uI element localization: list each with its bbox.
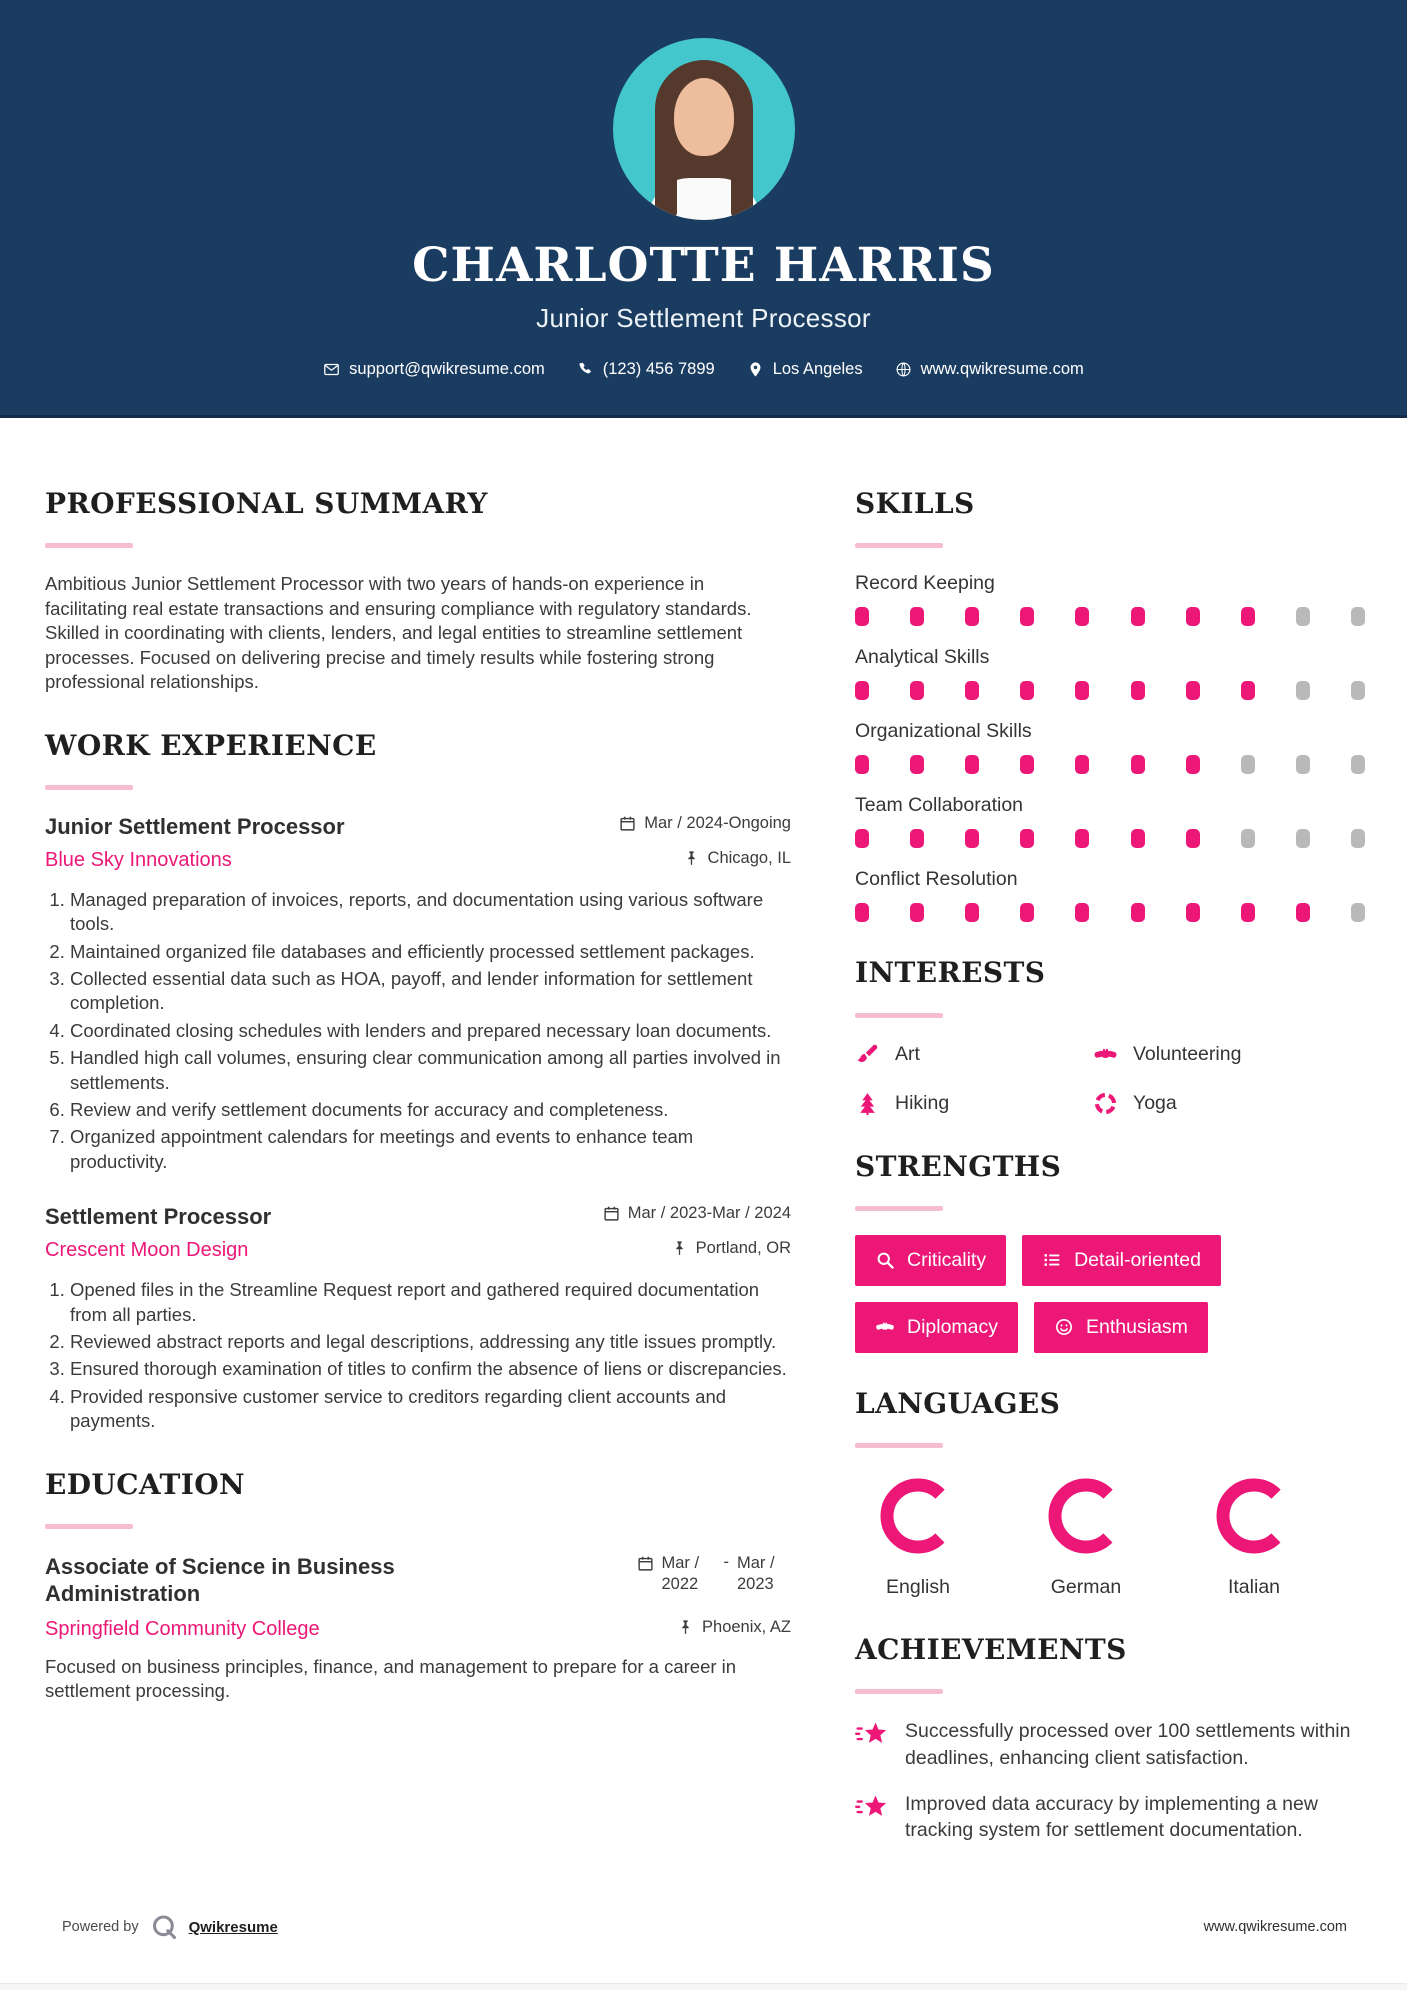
section-strengths [855, 1150, 1365, 1353]
language-label: English [886, 1576, 950, 1599]
skill-dot [1075, 607, 1089, 626]
skill-dots [855, 607, 1365, 626]
job-bullet: 3. Collected essential data such as HOA, payoff, and lender information for settlement completion. [70, 967, 791, 1016]
job-head-row [45, 1204, 791, 1230]
skill-dot [1351, 755, 1365, 774]
pushpin-icon [683, 850, 700, 867]
calendar-icon [619, 815, 636, 832]
job-bullet: 4. Coordinated closing schedules with lenders and prepared necessary loan documents. [70, 1019, 791, 1043]
language-level-ring [1210, 1472, 1298, 1560]
right-column [855, 464, 1365, 1878]
skill-dot [1351, 681, 1365, 700]
shooting-star-icon [855, 1791, 889, 1825]
skill-dot [1131, 755, 1145, 774]
shooting-star-icon [855, 1718, 889, 1752]
skill-dot [1020, 829, 1034, 848]
skill-dot [965, 607, 979, 626]
job-bullet: 5. Handled high call volumes, ensuring clear communication among all parties involved in settlements. [70, 1046, 791, 1095]
job-location-text: Portland, OR [695, 1239, 791, 1258]
job-entry [45, 1204, 791, 1433]
skill-dot [1075, 829, 1089, 848]
job-dates-text: Mar / 2024-Ongoing [644, 813, 791, 832]
calendar-icon [603, 1205, 620, 1222]
skill-dot [1241, 755, 1255, 774]
skill-dot [1296, 755, 1310, 774]
contact-text: support@qwikresume.com [349, 360, 545, 378]
job-title: Junior Settlement Processor [45, 813, 345, 839]
summary-text: Ambitious Junior Settlement Processor with two years of hands-on experience in facilitating real estate transactions and ensuring compliance with regulatory standards. Skilled in coordinating with clients, lenders, and legal entities to streamline settlement processes. Focused on delivering precise and timely results while fostering strong professional relationships. [45, 573, 752, 693]
skill-dot [910, 607, 924, 626]
job-bullet: 2. Maintained organized file databases and efficiently processed settlement packages. [70, 940, 791, 964]
skill-dots [855, 903, 1365, 922]
skill-name: Team Collaboration [855, 794, 1024, 817]
language-item [855, 1472, 981, 1599]
profile-photo [613, 38, 795, 220]
handshake-icon [1093, 1042, 1118, 1067]
skill-dot [1241, 681, 1255, 700]
job-dates [619, 814, 791, 833]
job-bullet-list [45, 888, 791, 1174]
section-professional-summary [45, 487, 791, 694]
section-skills [855, 487, 1365, 922]
section-heading: PROFESSIONAL SUMMARY [45, 487, 488, 521]
interest-item [855, 1091, 1093, 1116]
skill-dots [855, 681, 1365, 700]
skill-dot [1186, 755, 1200, 774]
skill-dot [1020, 755, 1034, 774]
language-level-ring [874, 1472, 962, 1560]
language-item [1191, 1472, 1317, 1599]
lifebuoy-icon [1093, 1091, 1118, 1116]
skill-dot [855, 755, 869, 774]
strength-label: Diplomacy [907, 1315, 999, 1338]
job-list [45, 814, 791, 1434]
job-location-text: Chicago, IL [707, 848, 791, 867]
header [0, 0, 1407, 418]
skill-dot [1241, 829, 1255, 848]
job-dates [603, 1204, 791, 1223]
education-dates [637, 1553, 792, 1594]
skill-dot [965, 903, 979, 922]
skill-dot [1186, 607, 1200, 626]
job-bullet: 6. Review and verify settlement documents for accuracy and completeness. [70, 1098, 791, 1122]
job-bullet: 2. Reviewed abstract reports and legal descriptions, addressing any title issues promptly. [70, 1330, 791, 1354]
skill-name: Record Keeping [855, 572, 995, 595]
company-name: Crescent Moon Design [45, 1239, 249, 1262]
job-sub-row [45, 1239, 791, 1262]
section-heading: STRENGTHS [855, 1149, 1062, 1183]
section-interests [855, 956, 1365, 1115]
skill-item [855, 720, 1365, 774]
job-sub-row [45, 849, 791, 872]
paintbrush-icon [855, 1042, 880, 1067]
skill-dot [1351, 607, 1365, 626]
interest-label: Yoga [1133, 1091, 1177, 1114]
heading-rule [855, 1013, 943, 1018]
heading-rule [855, 1443, 943, 1448]
strength-label: Enthusiasm [1086, 1315, 1188, 1338]
avatar-face [674, 78, 734, 156]
job-head-row [45, 814, 791, 840]
achievement-text: Improved data accuracy by implementing a new tracking system for settlement documentation. [905, 1793, 1318, 1842]
section-heading: SKILLS [855, 487, 975, 521]
skill-dot [910, 681, 924, 700]
education-date-separator: - [723, 1552, 729, 1571]
skill-dot [1296, 903, 1310, 922]
contact-item [747, 360, 863, 379]
skill-dot [1186, 903, 1200, 922]
contact-item [577, 360, 715, 379]
section-heading: INTERESTS [855, 956, 1046, 990]
skill-item [855, 794, 1365, 848]
skill-dot [1241, 903, 1255, 922]
skill-dot [1131, 829, 1145, 848]
skill-dot [910, 903, 924, 922]
job-bullet: 3. Ensured thorough examination of titles to confirm the absence of liens or discrepancies. [70, 1357, 791, 1381]
language-label: German [1050, 1576, 1122, 1599]
job-bullet: 4. Provided responsive customer service to creditors regarding client accounts and payments. [70, 1385, 791, 1434]
candidate-title: Junior Settlement Processor [536, 303, 871, 333]
interests-grid [855, 1042, 1365, 1116]
skills-list [855, 572, 1365, 922]
contact-text: www.qwikresume.com [920, 360, 1084, 378]
skill-dot [855, 903, 869, 922]
job-bullet-list [45, 1278, 791, 1433]
job-location [683, 849, 791, 868]
education-location-text: Phoenix, AZ [702, 1617, 791, 1636]
heading-rule [855, 1689, 943, 1694]
school-name: Springfield Community College [45, 1617, 320, 1640]
avatar-hair-right [731, 146, 753, 220]
left-column [45, 464, 791, 1738]
contact-item [895, 360, 1084, 379]
main-content [0, 418, 1407, 1895]
job-bullet: 1. Opened files in the Streamline Request report and gathered required documentation from all parties. [70, 1278, 791, 1327]
pushpin-icon [677, 1619, 694, 1636]
section-heading: LANGUAGES [855, 1386, 1061, 1420]
pushpin-icon [671, 1240, 688, 1257]
interest-item [855, 1042, 1093, 1067]
section-languages [855, 1387, 1365, 1599]
section-achievements [855, 1633, 1365, 1843]
envelope-icon [323, 361, 340, 378]
strength-label: Criticality [907, 1248, 987, 1271]
job-title: Settlement Processor [45, 1204, 272, 1230]
strengths-list [855, 1235, 1365, 1353]
skill-dot [1020, 681, 1034, 700]
skill-item [855, 646, 1365, 700]
languages-list [855, 1472, 1365, 1599]
calendar-icon [637, 1555, 654, 1572]
heading-rule [855, 1206, 943, 1211]
strength-badge [1034, 1302, 1208, 1353]
strength-badge [855, 1235, 1006, 1286]
bottom-strip [0, 1983, 1407, 1990]
interest-item [1093, 1042, 1365, 1067]
skill-name: Conflict Resolution [855, 868, 1018, 891]
education-entry [45, 1553, 791, 1608]
job-location [671, 1239, 791, 1258]
search-icon [875, 1250, 895, 1270]
skill-dots [855, 755, 1365, 774]
skill-dot [1351, 829, 1365, 848]
heading-rule [45, 543, 133, 548]
section-education [45, 1468, 791, 1704]
interest-label: Art [895, 1042, 920, 1065]
skill-item [855, 572, 1365, 626]
interest-item [1093, 1091, 1365, 1116]
avatar-hair-left [655, 146, 677, 220]
handshake-icon [875, 1317, 895, 1337]
strength-label: Detail-oriented [1074, 1248, 1201, 1271]
education-location [677, 1618, 791, 1641]
skill-dot [1241, 607, 1255, 626]
education-subrow [45, 1618, 791, 1641]
contact-item [323, 360, 545, 379]
contact-text: (123) 456 7899 [602, 360, 715, 378]
strength-badge [1022, 1235, 1221, 1286]
section-heading: ACHIEVEMENTS [855, 1633, 1127, 1667]
skill-item [855, 868, 1365, 922]
pin-icon [747, 361, 764, 378]
skill-dot [965, 829, 979, 848]
candidate-name: CHARLOTTE HARRIS [412, 238, 995, 293]
powered-by [62, 1913, 278, 1941]
contact-text: Los Angeles [772, 360, 863, 378]
education-description: Focused on business principles, finance, and management to prepare for a career in settlement processing. [45, 1655, 737, 1702]
language-level-ring [1042, 1472, 1130, 1560]
heading-rule [855, 543, 943, 548]
achievement-text: Successfully processed over 100 settlements within deadlines, enhancing client satisfaction. [905, 1720, 1351, 1769]
strength-badge [855, 1302, 1018, 1353]
skill-dot [1075, 755, 1089, 774]
skill-dot [1351, 903, 1365, 922]
footer-site-url: www.qwikresume.com [1203, 1919, 1347, 1935]
skill-dot [1186, 829, 1200, 848]
qwikresume-logo [150, 1913, 178, 1941]
language-label: Italian [1227, 1576, 1281, 1599]
skill-dot [1296, 607, 1310, 626]
skill-dot [1075, 681, 1089, 700]
list-icon [1042, 1250, 1062, 1270]
job-dates-text: Mar / 2023-Mar / 2024 [627, 1204, 791, 1223]
pushpin-icon-slot [677, 1618, 694, 1641]
skill-dot [855, 607, 869, 626]
job-bullet: 7. Organized appointment calendars for meetings and events to enhance team productivity. [70, 1125, 791, 1174]
degree-name: Associate of Science in Business Administration [45, 1553, 395, 1607]
globe-icon [895, 361, 912, 378]
heading-rule [45, 785, 133, 790]
interest-label: Hiking [895, 1091, 950, 1114]
footer [0, 1895, 1407, 1983]
education-date-start: Mar / 2022 [661, 1553, 700, 1593]
achievement-item [855, 1791, 1365, 1844]
skill-dot [910, 829, 924, 848]
achievements-list [855, 1718, 1365, 1843]
calendar-icon-slot [637, 1553, 654, 1577]
achievement-item [855, 1718, 1365, 1771]
skill-dot [1075, 903, 1089, 922]
skill-dot [1131, 681, 1145, 700]
job-entry [45, 814, 791, 1174]
section-heading: WORK EXPERIENCE [45, 728, 377, 762]
skill-dot [1131, 607, 1145, 626]
skill-dot [855, 681, 869, 700]
section-heading: EDUCATION [45, 1467, 246, 1501]
skill-dot [1296, 681, 1310, 700]
section-work-experience [45, 729, 791, 1434]
skill-dot [965, 681, 979, 700]
skill-dot [1186, 681, 1200, 700]
q-logo-icon [150, 1913, 178, 1941]
phone-icon [577, 361, 594, 378]
education-date-end: Mar / 2023 [737, 1553, 775, 1593]
smiley-icon [1054, 1317, 1074, 1337]
interest-label: Volunteering [1133, 1042, 1242, 1065]
skill-dot [910, 755, 924, 774]
company-name: Blue Sky Innovations [45, 848, 232, 871]
skill-dot [855, 829, 869, 848]
heading-rule [45, 1524, 133, 1529]
powered-by-label: Powered by [62, 1919, 139, 1935]
skill-dot [965, 755, 979, 774]
job-bullet: 1. Managed preparation of invoices, reports, and documentation using various software tools. [70, 888, 791, 937]
contact-row [20, 360, 1387, 379]
skill-name: Analytical Skills [855, 646, 990, 669]
skill-dot [1020, 903, 1034, 922]
language-item [1023, 1472, 1149, 1599]
skill-dot [1296, 829, 1310, 848]
skill-dot [1020, 607, 1034, 626]
skill-name: Organizational Skills [855, 720, 1032, 743]
skill-dots [855, 829, 1365, 848]
tree-icon [855, 1091, 880, 1116]
skill-dot [1131, 903, 1145, 922]
qwikresume-link[interactable]: Qwikresume [188, 1918, 278, 1936]
